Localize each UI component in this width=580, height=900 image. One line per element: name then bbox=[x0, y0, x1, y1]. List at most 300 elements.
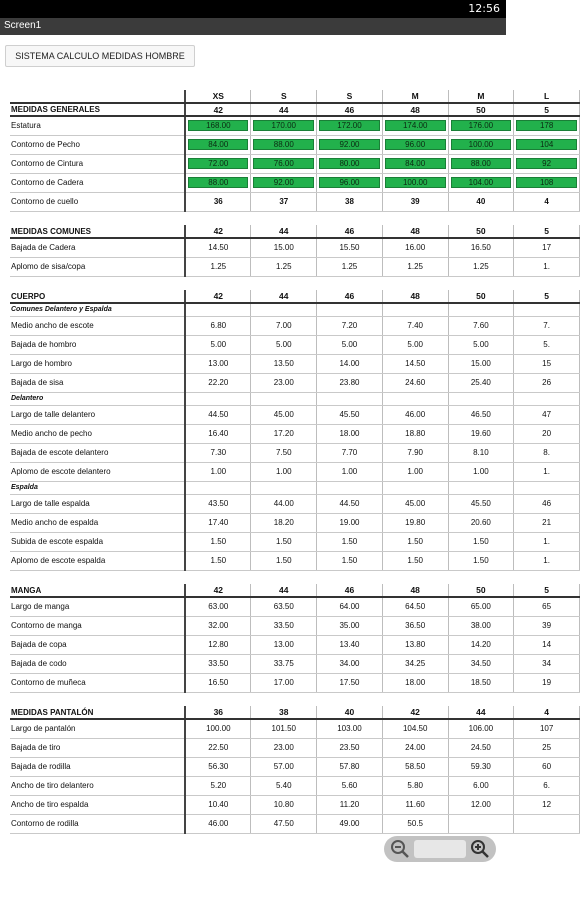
empty-cell bbox=[185, 481, 251, 494]
row-label: Bajada de copa bbox=[10, 635, 185, 654]
value-cell: 14 bbox=[514, 635, 580, 654]
value-cell: 1. bbox=[514, 551, 580, 570]
row-label: Bajada de Cadera bbox=[10, 238, 185, 257]
row-label: Contorno de rodilla bbox=[10, 814, 185, 833]
table-row bbox=[10, 654, 580, 673]
row-label: MEDIDAS PANTALÓN bbox=[10, 706, 185, 719]
value-cell bbox=[251, 154, 317, 173]
value-cell bbox=[448, 173, 514, 192]
value-cell: 36 bbox=[185, 192, 251, 211]
value-cell: 14.50 bbox=[382, 354, 448, 373]
row-label bbox=[10, 90, 185, 103]
value-cell: 22.50 bbox=[185, 738, 251, 757]
highlighted-value: 174.00 bbox=[385, 120, 446, 131]
table-header-row bbox=[10, 290, 580, 303]
value-cell: 1.50 bbox=[317, 532, 383, 551]
value-cell: 1.50 bbox=[251, 532, 317, 551]
empty-cell bbox=[251, 570, 317, 584]
size-header-cell: 42 bbox=[185, 290, 251, 303]
value-cell: 17.20 bbox=[251, 424, 317, 443]
row-label: Medio ancho de pecho bbox=[10, 424, 185, 443]
value-cell: 5.00 bbox=[185, 335, 251, 354]
value-cell bbox=[317, 154, 383, 173]
value-cell: 34 bbox=[514, 654, 580, 673]
size-header-cell: XS bbox=[185, 90, 251, 103]
highlighted-value: 84.00 bbox=[188, 139, 248, 150]
empty-cell bbox=[382, 276, 448, 290]
row-label: Largo de talle delantero bbox=[10, 405, 185, 424]
zoom-in-icon[interactable] bbox=[470, 839, 490, 859]
empty-cell bbox=[317, 481, 383, 494]
value-cell: 11.20 bbox=[317, 795, 383, 814]
value-cell: 23.50 bbox=[317, 738, 383, 757]
value-cell: 16.50 bbox=[448, 238, 514, 257]
value-cell: 44.50 bbox=[317, 494, 383, 513]
size-header-cell: 42 bbox=[185, 103, 251, 116]
table-row bbox=[10, 154, 580, 173]
table-row bbox=[10, 316, 580, 335]
value-cell: 35.00 bbox=[317, 616, 383, 635]
table-header-row bbox=[10, 584, 580, 597]
value-cell bbox=[448, 154, 514, 173]
value-cell: 103.00 bbox=[317, 719, 383, 738]
value-cell: 5.40 bbox=[251, 776, 317, 795]
table-row bbox=[10, 551, 580, 570]
row-label: Ancho de tiro delantero bbox=[10, 776, 185, 795]
value-cell: 12.80 bbox=[185, 635, 251, 654]
empty-cell bbox=[448, 303, 514, 316]
size-header-cell: M bbox=[448, 90, 514, 103]
value-cell: 16.00 bbox=[382, 238, 448, 257]
row-label: Medio ancho de escote bbox=[10, 316, 185, 335]
value-cell: 5.80 bbox=[382, 776, 448, 795]
highlighted-value: 100.00 bbox=[451, 139, 512, 150]
value-cell bbox=[382, 173, 448, 192]
size-header-cell: 44 bbox=[251, 225, 317, 238]
empty-cell bbox=[514, 303, 580, 316]
value-cell: 47.50 bbox=[251, 814, 317, 833]
row-label: Ancho de tiro espalda bbox=[10, 795, 185, 814]
table-subheader-row bbox=[10, 392, 580, 405]
value-cell: 1.25 bbox=[251, 257, 317, 276]
value-cell bbox=[185, 154, 251, 173]
empty-cell bbox=[382, 211, 448, 225]
empty-cell bbox=[448, 392, 514, 405]
size-header-cell: 48 bbox=[382, 584, 448, 597]
value-cell bbox=[251, 135, 317, 154]
size-header-cell: S bbox=[251, 90, 317, 103]
title-bar bbox=[0, 18, 506, 35]
table-row bbox=[10, 424, 580, 443]
value-cell: 5.00 bbox=[251, 335, 317, 354]
value-cell: 38 bbox=[317, 192, 383, 211]
value-cell: 10.80 bbox=[251, 795, 317, 814]
empty-cell bbox=[185, 276, 251, 290]
highlighted-value: 104 bbox=[516, 139, 577, 150]
value-cell: 15 bbox=[514, 354, 580, 373]
value-cell: 5. bbox=[514, 335, 580, 354]
value-cell: 15.00 bbox=[448, 354, 514, 373]
value-cell: 5.00 bbox=[317, 335, 383, 354]
value-cell: 7.50 bbox=[251, 443, 317, 462]
size-header-cell: 5 bbox=[514, 225, 580, 238]
empty-cell bbox=[185, 392, 251, 405]
highlighted-value: 80.00 bbox=[319, 158, 380, 169]
row-label bbox=[10, 570, 185, 584]
value-cell: 46.00 bbox=[382, 405, 448, 424]
value-cell: 1.50 bbox=[382, 551, 448, 570]
row-label: Estatura bbox=[10, 116, 185, 135]
value-cell: 64.50 bbox=[382, 597, 448, 616]
screen-content[interactable] bbox=[0, 35, 554, 900]
table-row bbox=[10, 192, 580, 211]
value-cell: 23.00 bbox=[251, 373, 317, 392]
empty-cell bbox=[317, 276, 383, 290]
value-cell: 7.30 bbox=[185, 443, 251, 462]
value-cell: 34.25 bbox=[382, 654, 448, 673]
value-cell: 16.50 bbox=[185, 673, 251, 692]
empty-cell bbox=[514, 570, 580, 584]
value-cell: 7.60 bbox=[448, 316, 514, 335]
value-cell: 58.50 bbox=[382, 757, 448, 776]
value-cell: 107 bbox=[514, 719, 580, 738]
table-row bbox=[10, 443, 580, 462]
empty-cell bbox=[185, 570, 251, 584]
empty-cell bbox=[448, 692, 514, 706]
value-cell: 25.40 bbox=[448, 373, 514, 392]
size-header-cell: 50 bbox=[448, 584, 514, 597]
table-row bbox=[10, 532, 580, 551]
highlighted-value: 76.00 bbox=[253, 158, 314, 169]
row-label: Medio ancho de espalda bbox=[10, 513, 185, 532]
value-cell: 7. bbox=[514, 316, 580, 335]
row-label: CUERPO bbox=[10, 290, 185, 303]
zoom-out-icon[interactable] bbox=[390, 839, 410, 859]
value-cell: 14.50 bbox=[185, 238, 251, 257]
table-row bbox=[10, 776, 580, 795]
value-cell: 24.00 bbox=[382, 738, 448, 757]
size-header-cell: S bbox=[317, 90, 383, 103]
value-cell: 59.30 bbox=[448, 757, 514, 776]
value-cell bbox=[251, 173, 317, 192]
value-cell: 17 bbox=[514, 238, 580, 257]
value-cell: 13.80 bbox=[382, 635, 448, 654]
table-row bbox=[10, 635, 580, 654]
table-subheader-row bbox=[10, 303, 580, 316]
row-label: Contorno de Cadera bbox=[10, 173, 185, 192]
value-cell: 17.50 bbox=[317, 673, 383, 692]
value-cell: 18.00 bbox=[382, 673, 448, 692]
value-cell: 6.80 bbox=[185, 316, 251, 335]
table-row bbox=[10, 257, 580, 276]
value-cell bbox=[317, 135, 383, 154]
empty-cell bbox=[251, 276, 317, 290]
value-cell bbox=[448, 135, 514, 154]
size-header-cell: 46 bbox=[317, 103, 383, 116]
value-cell: 18.00 bbox=[317, 424, 383, 443]
empty-cell bbox=[382, 481, 448, 494]
value-cell: 14.20 bbox=[448, 635, 514, 654]
value-cell: 60 bbox=[514, 757, 580, 776]
value-cell bbox=[185, 116, 251, 135]
size-header-cell: 44 bbox=[251, 103, 317, 116]
row-label: Comunes Delantero y Espalda bbox=[10, 303, 185, 316]
highlighted-value: 178 bbox=[516, 120, 577, 131]
value-cell: 45.00 bbox=[382, 494, 448, 513]
size-header-cell: 42 bbox=[382, 706, 448, 719]
table-row bbox=[10, 616, 580, 635]
size-header-cell: 44 bbox=[251, 584, 317, 597]
size-header-cell: M bbox=[382, 90, 448, 103]
size-header-cell: 44 bbox=[251, 290, 317, 303]
empty-cell bbox=[382, 303, 448, 316]
value-cell: 63.50 bbox=[251, 597, 317, 616]
value-cell: 17.00 bbox=[251, 673, 317, 692]
table-row bbox=[10, 373, 580, 392]
empty-cell bbox=[317, 392, 383, 405]
value-cell: 46.00 bbox=[185, 814, 251, 833]
table-row bbox=[10, 814, 580, 833]
row-label: Aplomo de sisa/copa bbox=[10, 257, 185, 276]
table-spacer-row bbox=[10, 692, 580, 706]
empty-cell bbox=[317, 211, 383, 225]
size-header-cell: 4 bbox=[514, 706, 580, 719]
value-cell: 1. bbox=[514, 257, 580, 276]
highlighted-value: 170.00 bbox=[253, 120, 314, 131]
value-cell: 49.00 bbox=[317, 814, 383, 833]
value-cell: 38.00 bbox=[448, 616, 514, 635]
status-clock: 12:56 bbox=[468, 2, 500, 15]
size-header-cell: 40 bbox=[317, 706, 383, 719]
empty-cell bbox=[251, 481, 317, 494]
value-cell: 15.50 bbox=[317, 238, 383, 257]
highlighted-value: 96.00 bbox=[385, 139, 446, 150]
empty-cell bbox=[317, 570, 383, 584]
row-label bbox=[10, 692, 185, 706]
value-cell: 18.20 bbox=[251, 513, 317, 532]
zoom-control[interactable] bbox=[384, 836, 496, 862]
value-cell bbox=[514, 135, 580, 154]
row-label: MEDIDAS GENERALES bbox=[10, 103, 185, 116]
value-cell: 1.25 bbox=[185, 257, 251, 276]
empty-cell bbox=[251, 303, 317, 316]
system-title-button[interactable]: SISTEMA CALCULO MEDIDAS HOMBRE bbox=[5, 45, 195, 67]
highlighted-value: 92.00 bbox=[253, 177, 314, 188]
row-label: Bajada de sisa bbox=[10, 373, 185, 392]
value-cell: 46.50 bbox=[448, 405, 514, 424]
value-cell: 32.00 bbox=[185, 616, 251, 635]
value-cell bbox=[382, 154, 448, 173]
value-cell: 44.00 bbox=[251, 494, 317, 513]
value-cell: 7.90 bbox=[382, 443, 448, 462]
row-label: Contorno de cuello bbox=[10, 192, 185, 211]
highlighted-value: 72.00 bbox=[188, 158, 248, 169]
highlighted-value: 104.00 bbox=[451, 177, 512, 188]
table-row bbox=[10, 335, 580, 354]
size-header-cell: 46 bbox=[317, 584, 383, 597]
value-cell: 22.20 bbox=[185, 373, 251, 392]
value-cell: 5.00 bbox=[448, 335, 514, 354]
empty-cell bbox=[514, 481, 580, 494]
highlighted-value: 108 bbox=[516, 177, 577, 188]
highlighted-value: 92.00 bbox=[319, 139, 380, 150]
value-cell bbox=[514, 814, 580, 833]
row-label: Largo de manga bbox=[10, 597, 185, 616]
size-header-cell: 5 bbox=[514, 584, 580, 597]
value-cell: 6.00 bbox=[448, 776, 514, 795]
value-cell: 34.00 bbox=[317, 654, 383, 673]
status-bar bbox=[0, 0, 506, 18]
empty-cell bbox=[251, 211, 317, 225]
size-header-cell: 42 bbox=[185, 584, 251, 597]
empty-cell bbox=[448, 570, 514, 584]
value-cell: 100.00 bbox=[185, 719, 251, 738]
window-title: Screen1 bbox=[4, 20, 42, 31]
value-cell: 1.25 bbox=[382, 257, 448, 276]
value-cell: 45.50 bbox=[317, 405, 383, 424]
empty-cell bbox=[317, 303, 383, 316]
highlighted-value: 168.00 bbox=[188, 120, 248, 131]
empty-cell bbox=[185, 303, 251, 316]
value-cell: 8. bbox=[514, 443, 580, 462]
empty-cell bbox=[251, 392, 317, 405]
value-cell: 64.00 bbox=[317, 597, 383, 616]
highlighted-value: 88.00 bbox=[253, 139, 314, 150]
empty-cell bbox=[185, 211, 251, 225]
table-row bbox=[10, 757, 580, 776]
value-cell: 33.50 bbox=[251, 616, 317, 635]
value-cell: 13.50 bbox=[251, 354, 317, 373]
measurements-table bbox=[10, 90, 580, 834]
value-cell: 1.50 bbox=[185, 532, 251, 551]
empty-cell bbox=[448, 276, 514, 290]
value-cell: 56.30 bbox=[185, 757, 251, 776]
zoom-slider-track[interactable] bbox=[414, 840, 466, 858]
value-cell: 7.40 bbox=[382, 316, 448, 335]
value-cell: 63.00 bbox=[185, 597, 251, 616]
table-row bbox=[10, 354, 580, 373]
row-label: Largo de hombro bbox=[10, 354, 185, 373]
row-label: MEDIDAS COMUNES bbox=[10, 225, 185, 238]
value-cell: 37 bbox=[251, 192, 317, 211]
table-header-row bbox=[10, 103, 580, 116]
value-cell: 14.00 bbox=[317, 354, 383, 373]
value-cell: 16.40 bbox=[185, 424, 251, 443]
value-cell: 12.00 bbox=[448, 795, 514, 814]
value-cell: 19.00 bbox=[317, 513, 383, 532]
empty-cell bbox=[448, 481, 514, 494]
empty-cell bbox=[317, 692, 383, 706]
value-cell: 1.25 bbox=[448, 257, 514, 276]
table-spacer-row bbox=[10, 276, 580, 290]
size-header-cell: 44 bbox=[448, 706, 514, 719]
value-cell: 8.10 bbox=[448, 443, 514, 462]
size-header-cell: 50 bbox=[448, 225, 514, 238]
value-cell bbox=[382, 116, 448, 135]
row-label: MANGA bbox=[10, 584, 185, 597]
value-cell: 1.00 bbox=[382, 462, 448, 481]
value-cell: 101.50 bbox=[251, 719, 317, 738]
value-cell: 15.00 bbox=[251, 238, 317, 257]
table-row bbox=[10, 173, 580, 192]
highlighted-value: 84.00 bbox=[385, 158, 446, 169]
value-cell: 39 bbox=[382, 192, 448, 211]
size-header-cell: 5 bbox=[514, 290, 580, 303]
value-cell: 23.80 bbox=[317, 373, 383, 392]
value-cell: 1.00 bbox=[448, 462, 514, 481]
value-cell: 44.50 bbox=[185, 405, 251, 424]
row-label: Largo de talle espalda bbox=[10, 494, 185, 513]
empty-cell bbox=[251, 692, 317, 706]
table-spacer-row bbox=[10, 570, 580, 584]
highlighted-value: 88.00 bbox=[451, 158, 512, 169]
value-cell bbox=[185, 173, 251, 192]
value-cell bbox=[251, 116, 317, 135]
row-label bbox=[10, 211, 185, 225]
row-label: Delantero bbox=[10, 392, 185, 405]
value-cell: 33.75 bbox=[251, 654, 317, 673]
value-cell: 1.50 bbox=[251, 551, 317, 570]
value-cell: 57.80 bbox=[317, 757, 383, 776]
value-cell: 17.40 bbox=[185, 513, 251, 532]
value-cell: 1.50 bbox=[317, 551, 383, 570]
table-row bbox=[10, 494, 580, 513]
value-cell: 1. bbox=[514, 462, 580, 481]
value-cell: 26 bbox=[514, 373, 580, 392]
value-cell: 25 bbox=[514, 738, 580, 757]
value-cell: 40 bbox=[448, 192, 514, 211]
value-cell: 50.5 bbox=[382, 814, 448, 833]
table-row bbox=[10, 116, 580, 135]
size-header-cell: 50 bbox=[448, 103, 514, 116]
table-row bbox=[10, 597, 580, 616]
size-header-cell: 50 bbox=[448, 290, 514, 303]
highlighted-value: 176.00 bbox=[451, 120, 512, 131]
value-cell bbox=[514, 173, 580, 192]
row-label: Contorno de Pecho bbox=[10, 135, 185, 154]
row-label: Bajada de escote delantero bbox=[10, 443, 185, 462]
row-label: Bajada de hombro bbox=[10, 335, 185, 354]
table-row bbox=[10, 513, 580, 532]
value-cell: 4 bbox=[514, 192, 580, 211]
value-cell: 5.60 bbox=[317, 776, 383, 795]
row-label: Bajada de tiro bbox=[10, 738, 185, 757]
value-cell bbox=[514, 154, 580, 173]
value-cell: 24.50 bbox=[448, 738, 514, 757]
value-cell: 5.00 bbox=[382, 335, 448, 354]
table-row bbox=[10, 738, 580, 757]
value-cell: 19 bbox=[514, 673, 580, 692]
empty-cell bbox=[514, 392, 580, 405]
value-cell: 1. bbox=[514, 532, 580, 551]
row-label: Bajada de codo bbox=[10, 654, 185, 673]
empty-cell bbox=[382, 392, 448, 405]
row-label: Espalda bbox=[10, 481, 185, 494]
empty-cell bbox=[382, 570, 448, 584]
table-row bbox=[10, 795, 580, 814]
value-cell bbox=[317, 116, 383, 135]
table-header-row bbox=[10, 706, 580, 719]
row-label: Aplomo de escote delantero bbox=[10, 462, 185, 481]
value-cell: 39 bbox=[514, 616, 580, 635]
size-header-cell: 46 bbox=[317, 290, 383, 303]
value-cell: 1.50 bbox=[448, 532, 514, 551]
row-label: Largo de pantalón bbox=[10, 719, 185, 738]
value-cell: 34.50 bbox=[448, 654, 514, 673]
row-label bbox=[10, 276, 185, 290]
value-cell: 7.70 bbox=[317, 443, 383, 462]
value-cell: 19.60 bbox=[448, 424, 514, 443]
